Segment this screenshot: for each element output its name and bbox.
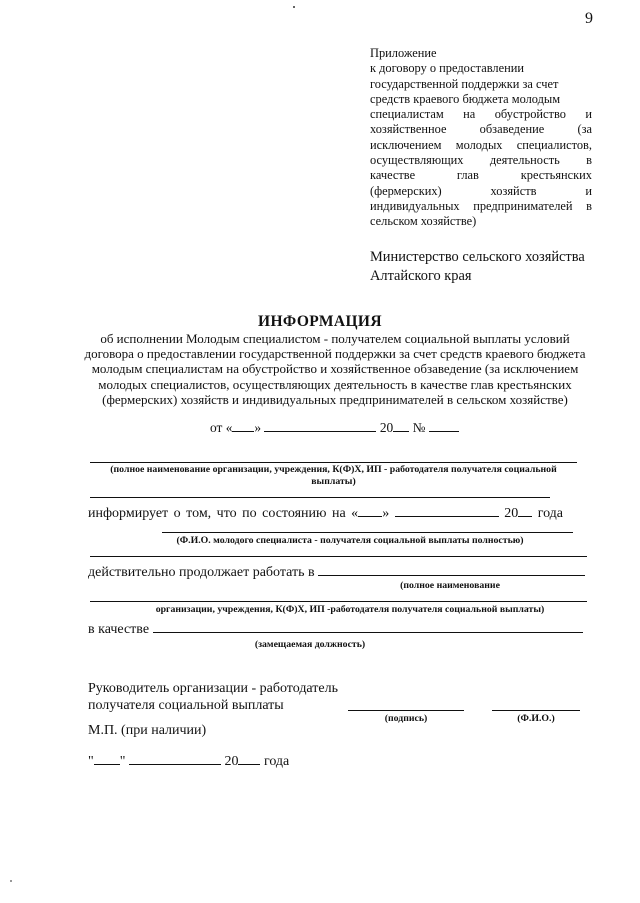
document-title: ИНФОРМАЦИЯ xyxy=(258,313,382,330)
works-org-field[interactable] xyxy=(318,564,585,576)
works-line xyxy=(88,564,585,581)
appendix-word: хозяйств xyxy=(490,183,537,198)
appendix-line xyxy=(370,199,592,214)
informs-goda: года xyxy=(537,506,564,521)
appendix-word: в xyxy=(586,153,592,168)
appendix-line: средств краевого бюджета молодым xyxy=(370,91,561,106)
stamp-place-label: М.П. (при наличии) xyxy=(88,723,207,738)
org-name-field[interactable] xyxy=(90,462,577,463)
intro-line: молодых специалистов, осуществляющих деятельность в качестве глав крестьянских xyxy=(98,376,572,392)
appendix-line xyxy=(370,184,592,199)
fio-short-caption: (Ф.И.О.) xyxy=(517,713,555,724)
appendix-line xyxy=(370,153,592,168)
signature-caption: (подпись) xyxy=(384,713,428,724)
appendix-word: предпринимателей xyxy=(473,198,573,213)
sign-month-field[interactable] xyxy=(129,753,221,765)
works-text: действительно продолжает работать в xyxy=(88,565,315,580)
position-field[interactable] xyxy=(153,621,583,633)
appendix-word: обзаведение xyxy=(479,122,545,137)
fio-field-2[interactable] xyxy=(90,556,587,557)
appendix-line xyxy=(370,168,592,183)
org-name-caption xyxy=(90,464,577,488)
org-field-2[interactable] xyxy=(90,601,587,602)
appendix-word: крестьянских xyxy=(520,168,592,183)
signature-date-line xyxy=(88,753,289,770)
year-field[interactable] xyxy=(393,420,409,432)
head-line: получателя социальной выплаты xyxy=(88,698,284,713)
appendix-line xyxy=(370,107,592,122)
appendix-line: Приложение xyxy=(370,46,437,60)
informs-line xyxy=(88,505,563,522)
appendix-word: и xyxy=(585,107,592,122)
appendix-word: хозяйственное xyxy=(370,122,447,137)
position-caption: (замещаемая должность) xyxy=(254,639,366,650)
ministry-block xyxy=(370,248,585,286)
fio-field[interactable] xyxy=(162,532,573,533)
number-field[interactable] xyxy=(429,420,459,432)
appendix-word: (за xyxy=(577,122,592,137)
sign-year: 20 xyxy=(224,754,239,769)
appendix-block xyxy=(370,46,592,230)
position-line xyxy=(88,621,583,638)
appendix-word: в xyxy=(586,198,592,213)
full-name-caption: (полное наименование xyxy=(400,580,500,591)
fio-short-field[interactable] xyxy=(492,710,580,711)
informs-year-field[interactable] xyxy=(518,505,532,517)
number-sign: № xyxy=(412,420,426,435)
intro-line: об исполнении Молодым специалистом - получателем социальной выплаты условий xyxy=(100,331,570,346)
scan-speck xyxy=(293,6,295,8)
scan-speck xyxy=(10,880,12,882)
appendix-word: и xyxy=(585,183,592,198)
head-label xyxy=(88,680,338,714)
appendix-word: специалистам xyxy=(370,107,444,122)
appendix-word: (фермерских) xyxy=(370,183,442,198)
appendix-line: сельском хозяйстве) xyxy=(370,214,477,229)
sign-day-field[interactable] xyxy=(94,753,120,765)
appendix-word: специалистов, xyxy=(516,137,592,152)
document-date-line xyxy=(210,420,459,436)
informs-month-field[interactable] xyxy=(395,505,499,517)
appendix-word: на xyxy=(463,107,476,122)
date-quote-close: » xyxy=(254,420,262,435)
month-field[interactable] xyxy=(264,420,376,432)
caption-line: выплаты) xyxy=(311,476,356,487)
open-quote: " xyxy=(88,754,94,769)
ministry-line: Министерство сельского хозяйства xyxy=(370,249,585,265)
document-intro xyxy=(80,331,590,407)
appendix-line: к договору о предоставлении xyxy=(370,61,524,76)
org-name-field-2[interactable] xyxy=(90,497,550,498)
appendix-word: деятельность xyxy=(489,153,560,168)
position-text: в качестве xyxy=(88,622,150,637)
page-number: 9 xyxy=(585,10,593,27)
informs-day-field[interactable] xyxy=(358,505,382,517)
appendix-word: качестве xyxy=(370,168,416,183)
date-prefix: от « xyxy=(210,420,233,435)
appendix-line xyxy=(370,138,592,153)
informs-year: 20 xyxy=(504,506,519,521)
informs-quote-close: » xyxy=(382,506,390,521)
day-field[interactable] xyxy=(232,420,254,432)
ministry-line: Алтайского края xyxy=(370,268,472,284)
appendix-word: молодых xyxy=(455,137,503,152)
appendix-word: осуществляющих xyxy=(370,153,464,168)
intro-line: молодым специалистам на обустройство и хозяйственное обзаведение (за исключением xyxy=(91,361,579,377)
head-line: Руководитель организации - работодатель xyxy=(88,681,338,696)
intro-line: (фермерских) хозяйств и индивидуальных предпринимателей в сельском хозяйстве) xyxy=(102,391,568,407)
informs-text: информирует о том, что по состоянию на « xyxy=(88,506,359,521)
appendix-word: индивидуальных xyxy=(370,198,460,213)
sign-goda: года xyxy=(263,754,290,769)
close-quote: " xyxy=(119,754,126,769)
year-prefix: 20 xyxy=(379,420,394,435)
appendix-word: исключением xyxy=(370,137,442,152)
appendix-word: обустройство xyxy=(494,107,566,122)
appendix-line xyxy=(370,122,592,137)
fio-caption: (Ф.И.О. молодого специалиста - получателя социальной выплаты полностью) xyxy=(176,535,524,546)
intro-line: договора о предоставлении государственной поддержки за счет средств краевого бюджета xyxy=(84,346,586,362)
appendix-word: глав xyxy=(456,168,479,183)
org-caption: организации, учреждения, К(Ф)Х, ИП -работодателя получателя социальной выплаты) xyxy=(155,604,545,615)
sign-year-field[interactable] xyxy=(238,753,260,765)
caption-line: (полное наименование организации, учреждения, К(Ф)Х, ИП - работодателя получателя социальной xyxy=(110,464,557,475)
appendix-line: государственной поддержки за счет xyxy=(370,76,559,91)
signature-field[interactable] xyxy=(348,710,464,711)
